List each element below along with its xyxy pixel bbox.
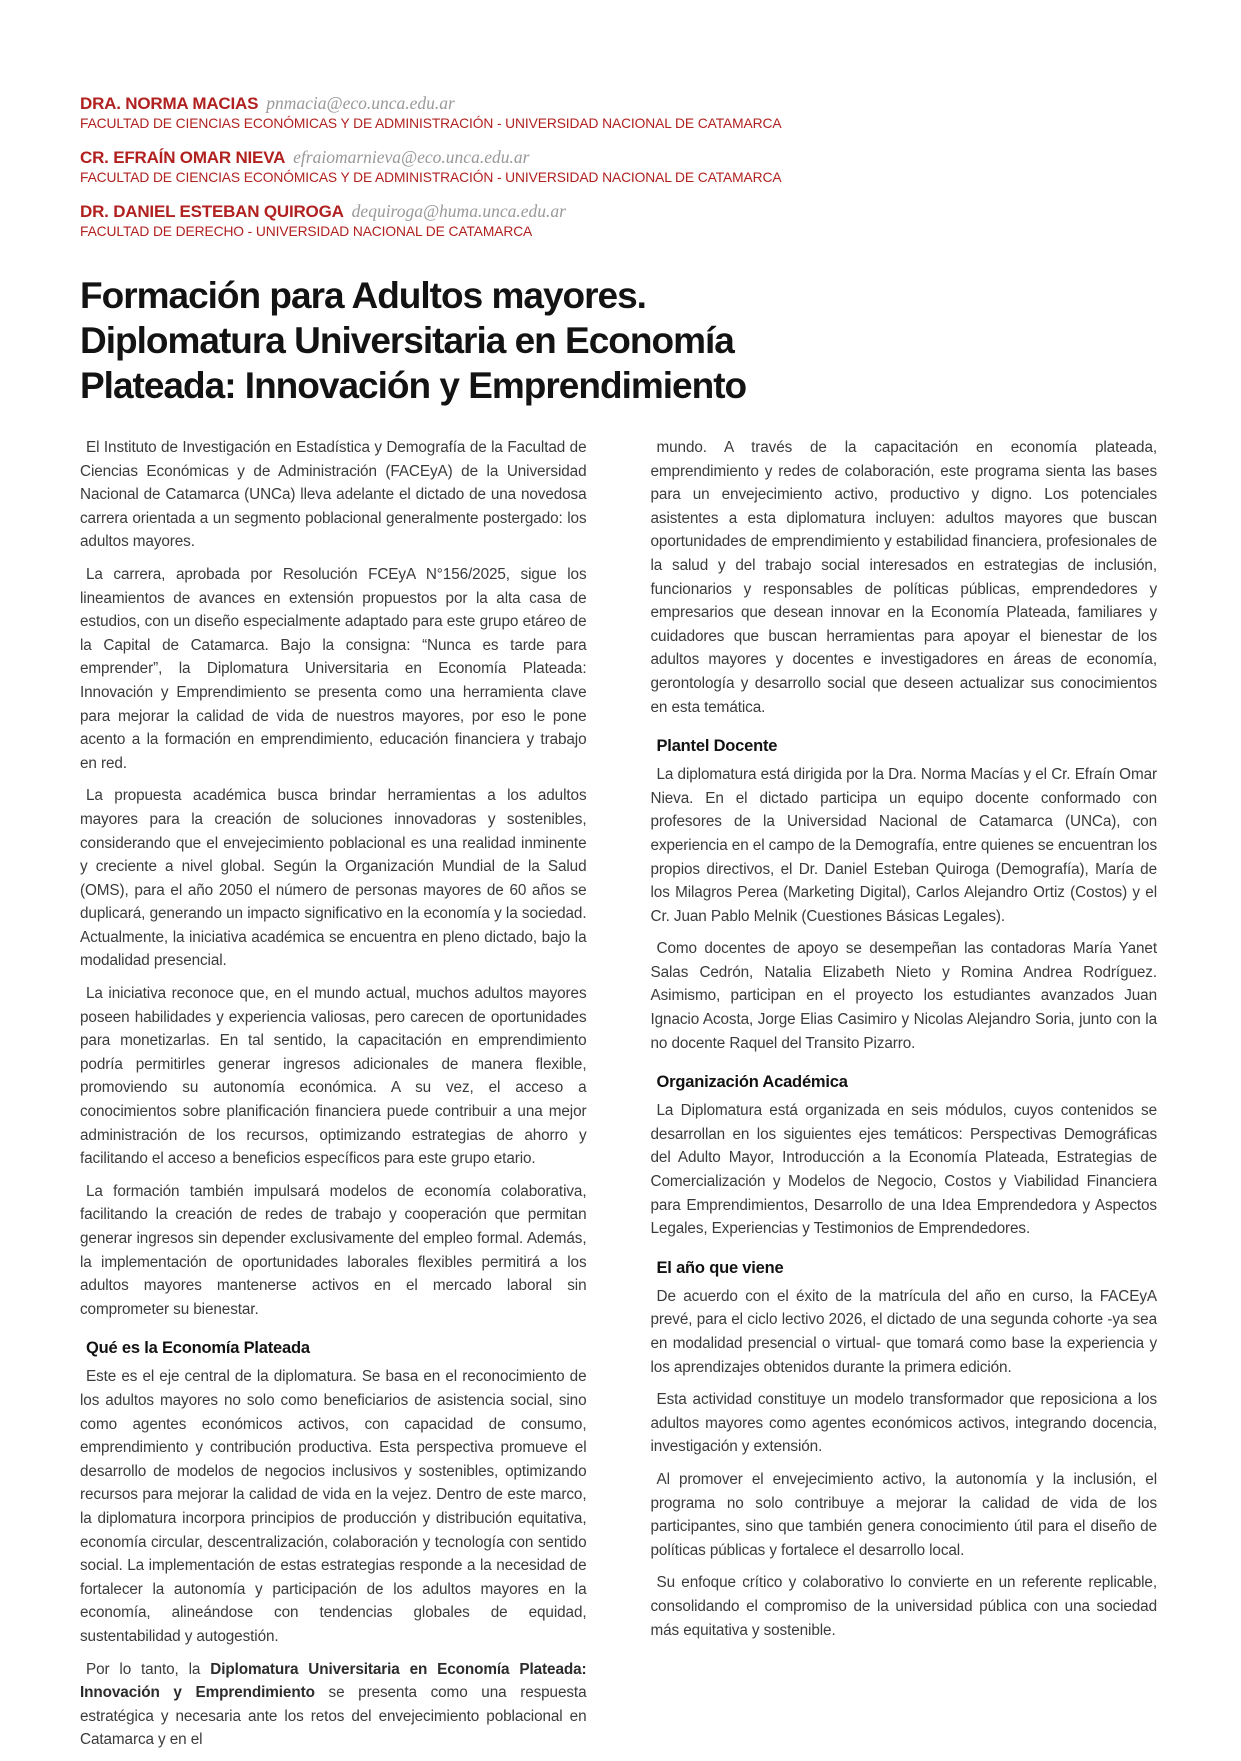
paragraph-bold-text: Diplomatura Universitaria en Economía Plateada: Innovación y Emprendimiento xyxy=(80,1660,587,1702)
paragraph: La Diplomatura está organizada en seis módulos, cuyos contenidos se desarrollan en los siguientes ejes temáticos: Perspectivas Demográficas del Adulto Mayor, Introducción a la Economía Plateada, Estrategias de Comercialización y Modelos de Negocio, Costos y Viabilidad Financiera para Emprendimientos, Desarrollo de una Idea Emprendedora y Aspectos Legales, Experiencias y Testimonios de Emprendedores. xyxy=(650,1102,1157,1238)
author-name: CR. EFRAÍN OMAR NIEVA xyxy=(80,148,286,167)
paragraph: La carrera, aprobada por Resolución FCEyA N°156/2025, sigue los lineamientos de avances en extensión propuestos por la alta casa de estudios, con un diseño especialmente adaptado para este grupo etáreo de la Capital de Catamarca. Bajo la consigna: “Nunca es tarde para emprender”, la Diplomatura Universitaria en Economía Plateada: Innovación y Emprendimiento se presenta como una herramienta clave para mejorar la calidad de vida de nuestros mayores, por eso le pone acento a la formación en emprendimiento, educación financiera y trabajo en red. xyxy=(80,565,587,772)
paragraph: Esta actividad constituye un modelo transformador que reposiciona a los adultos mayores como agentes económicos activos, integrando docencia, investigación y extensión. xyxy=(650,1391,1157,1456)
paragraph: Este es el eje central de la diplomatura. Se basa en el reconocimiento de los adultos mayores no solo como beneficiarios de asistencia social, sino como agentes económicos activos, con capacidad de consumo, emprendimiento y contribución productiva. Esta perspectiva promueve el desarrollo de modelos de negocios inclusivos y sostenibles, optimizando recursos para mejorar la calidad de vida en la vejez. Dentro de este marco, la diplomatura incorpora principios de producción y distribución equitativa, economía circular, descentralización, colaboración y tecnología con sentido social. La implementación de estas estrategias responde a la necesidad de fortalecer la autonomía y participación de los adultos mayores en la economía, alineándose con tendencias globales de equidad, sustentabilidad y autogestión. xyxy=(80,1368,587,1645)
author-block xyxy=(80,93,1157,131)
author-affiliation: FACULTAD DE CIENCIAS ECONÓMICAS Y DE ADMINISTRACIÓN - UNIVERSIDAD NACIONAL DE CATAMARCA xyxy=(80,116,782,131)
section-heading-que-es-la-economia-plateada: Qué es la Economía Plateada xyxy=(86,1339,310,1358)
author-line xyxy=(80,93,1157,114)
page-title-line: Diplomatura Universitaria en Economía xyxy=(80,320,734,361)
paragraph: mundo. A través de la capacitación en economía plateada, emprendimiento y redes de colaboración, este programa sienta las bases para un envejecimiento activo, productivo y digno. Los potenciales asistentes a esta diplomatura incluyen: adultos mayores que buscan oportunidades de emprendimiento y estabilidad financiera, profesionales de la salud y del trabajo social interesados en estrategias de inclusión, funcionarios y responsables de políticas públicas, emprendedores y empresarios que desean innovar en la Economía Plateada, familiares y cuidadores que buscan herramientas para apoyar el bienestar de los adultos mayores y docentes e investigadores en áreas de economía, gerontología y desarrollo social que deseen actualizar sus conocimientos en esta temática. xyxy=(650,439,1157,716)
paragraph: Al promover el envejecimiento activo, la autonomía y la inclusión, el programa no solo contribuye a mejorar la calidad de vida de los participantes, sino que también genera conocimiento útil para el diseño de políticas públicas y fortalece el desarrollo local. xyxy=(650,1470,1157,1559)
author-line xyxy=(80,201,1157,222)
section-heading-plantel-docente: Plantel Docente xyxy=(656,737,778,756)
paragraph xyxy=(80,1658,587,1752)
authors-header xyxy=(80,93,1157,239)
page-title-line: Plateada: Innovación y Emprendimiento xyxy=(80,365,747,406)
left-column xyxy=(80,436,587,1761)
author-email: dequiroga@huma.unca.edu.ar xyxy=(351,201,566,221)
paragraph: El Instituto de Investigación en Estadística y Demografía de la Facultad de Ciencias Económicas y de Administración (FACEyA) de la Universidad Nacional de Catamarca (UNCa) lleva adelante el dictado de una novedosa carrera orientada a un segmento poblacional generalmente postergado: los adultos mayores. xyxy=(80,439,587,551)
page-title-line: Formación para Adultos mayores. xyxy=(80,275,646,316)
paragraph: La diplomatura está dirigida por la Dra. Norma Macías y el Cr. Efraín Omar Nieva. En el dictado participa un equipo docente conformado con profesores de la Universidad Nacional de Catamarca (UNCa), con experiencia en el campo de la Demografía, entre quienes se encuentran los propios directivos, el Dr. Daniel Esteban Quiroga (Demografía), María de los Milagros Perea (Marketing Digital), Carlos Alejandro Ortiz (Costos) y el Cr. Juan Pablo Melnik (Cuestiones Básicas Legales). xyxy=(650,766,1157,925)
page-title xyxy=(80,273,1157,408)
author-affiliation: FACULTAD DE DERECHO - UNIVERSIDAD NACIONAL DE CATAMARCA xyxy=(80,224,533,239)
article-columns xyxy=(80,436,1157,1761)
author-name: DR. DANIEL ESTEBAN QUIROGA xyxy=(80,202,344,221)
paragraph: De acuerdo con el éxito de la matrícula del año en curso, la FACEyA prevé, para el ciclo lectivo 2026, el dictado de una segunda cohorte -ya sea en modalidad presencial o virtual- que tomará como base la experiencia y los aprendizajes obtenidos durante la primera edición. xyxy=(650,1287,1157,1376)
paragraph: La iniciativa reconoce que, en el mundo actual, muchos adultos mayores poseen habilidades y experiencia valiosas, pero carecen de oportunidades para monetizarlas. En tal sentido, la capacitación en emprendimiento podría permitirles generar ingresos adicionales de manera flexible, promoviendo su autonomía económica. A su vez, el acceso a conocimientos sobre planificación financiera puede contribuir a una mejor administración de los recursos, optimizando estrategias de ahorro y facilitando el acceso a beneficios específicos para este grupo etario. xyxy=(80,985,587,1168)
paragraph-text: se presenta como una respuesta estratégica y necesaria ante los retos del envejecimiento poblacional en Catamarca y en el xyxy=(80,1684,587,1749)
paragraph: La propuesta académica busca brindar herramientas a los adultos mayores para la creación de soluciones innovadoras y sostenibles, considerando que el envejecimiento poblacional es una realidad inminente y creciente a nivel global. Según la Organización Mundial de la Salud (OMS), para el año 2050 el número de personas mayores de 60 años se duplicará, generando un impacto significativo en la economía y la sociedad. Actualmente, la iniciativa académica se encuentra en pleno dictado, bajo la modalidad presencial. xyxy=(80,787,587,970)
right-column xyxy=(651,436,1158,1761)
paragraph-text: Por lo tanto, la xyxy=(86,1660,211,1678)
author-block xyxy=(80,147,1157,185)
section-heading-el-anio-que-viene: El año que viene xyxy=(656,1258,784,1277)
author-block xyxy=(80,201,1157,239)
paragraph: Su enfoque crítico y colaborativo lo convierte en un referente replicable, consolidando el compromiso de la universidad pública con una sociedad más equitativa y sostenible. xyxy=(650,1574,1157,1639)
section-heading-organizacion-academica: Organización Académica xyxy=(656,1073,848,1092)
paragraph: La formación también impulsará modelos de economía colaborativa, facilitando la creación de redes de trabajo y cooperación que permitan generar ingresos sin depender exclusivamente del empleo formal. Además, la implementación de oportunidades laborales flexibles permitirá a los adultos mayores mantenerse activos en el mercado laboral sin comprometer su bienestar. xyxy=(80,1182,587,1318)
author-affiliation: FACULTAD DE CIENCIAS ECONÓMICAS Y DE ADMINISTRACIÓN - UNIVERSIDAD NACIONAL DE CATAMARCA xyxy=(80,170,782,185)
author-line xyxy=(80,147,1157,168)
paragraph: Como docentes de apoyo se desempeñan las contadoras María Yanet Salas Cedrón, Natalia Elizabeth Nieto y Romina Andrea Rodríguez. Asimismo, participan en el proyecto los estudiantes avanzados Juan Ignacio Acosta, Jorge Elias Casimiro y Nicolas Alejandro Soria, junto con la no docente Raquel del Transito Pizarro. xyxy=(650,940,1157,1052)
author-email: efraiomarnieva@eco.unca.edu.ar xyxy=(293,147,530,167)
author-email: pnmacia@eco.unca.edu.ar xyxy=(266,93,455,113)
author-name: DRA. NORMA MACIAS xyxy=(80,94,259,113)
